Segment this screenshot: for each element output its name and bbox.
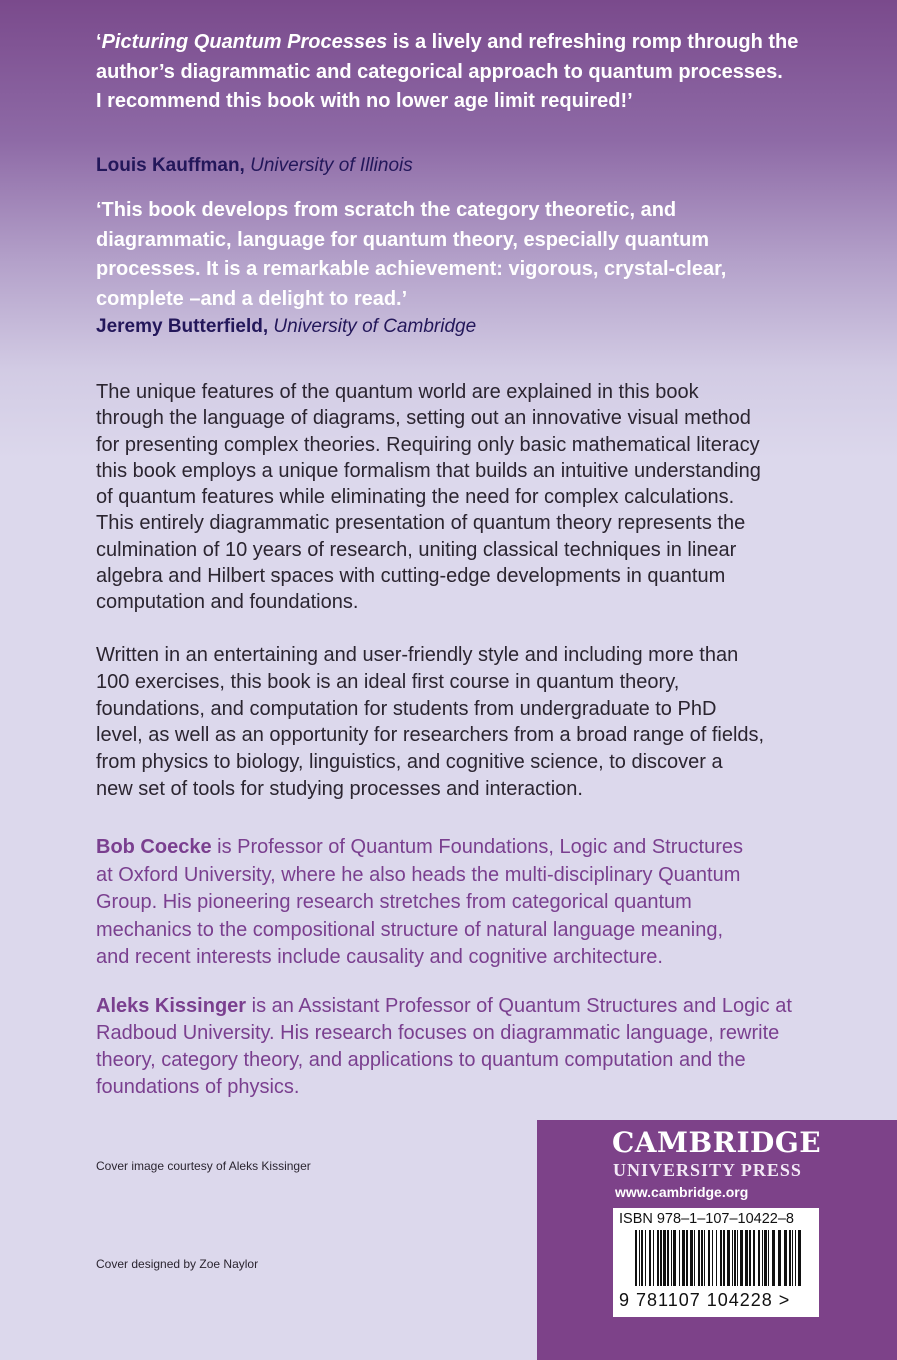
publisher-box	[537, 1120, 897, 1360]
text-line: from physics to biology, linguistics, and cognitive science, to discover a	[96, 751, 723, 774]
barcode-bar	[639, 1230, 640, 1286]
quote-line: author’s diagrammatic and categorical approach to quantum processes.	[96, 60, 783, 83]
cover-image-credit: Cover image courtesy of Aleks Kissinger	[96, 1159, 311, 1173]
barcode-bar	[727, 1230, 730, 1286]
barcode-bar	[660, 1230, 662, 1286]
quote-line: processes. It is a remarkable achievement: vigorous, crystal-clear,	[96, 258, 727, 280]
cover-design-credit: Cover designed by Zoe Naylor	[96, 1257, 259, 1271]
barcode-bar	[753, 1230, 755, 1286]
text-line: this book employs a unique formalism that builds an intuitive understanding	[96, 459, 761, 482]
publisher-logo-name: CAMBRIDGE	[612, 1126, 822, 1159]
author-bio-coecke	[96, 834, 886, 972]
text-line: This entirely diagrammatic presentation of quantum theory represents the	[96, 512, 746, 535]
barcode-bar	[694, 1230, 695, 1286]
barcode-bar	[663, 1230, 666, 1286]
barcode-bar	[758, 1230, 760, 1286]
barcode-bar	[732, 1230, 733, 1286]
barcode-bar	[772, 1230, 775, 1286]
quote-line: ‘This book develops from scratch the category theoretic, and	[96, 199, 677, 221]
barcode-bar	[792, 1230, 793, 1286]
barcode-bar	[784, 1230, 787, 1286]
barcode-bar	[671, 1230, 672, 1286]
barcode-bar	[798, 1230, 801, 1286]
text-line: of quantum features while eliminating the need for complex calculations.	[96, 486, 735, 509]
text-line: new set of tools for studying processes and interaction.	[96, 777, 583, 800]
author-bio-kissinger	[96, 993, 886, 1101]
barcode-bar	[795, 1230, 796, 1286]
text-line: foundations of physics.	[96, 1076, 300, 1098]
text-line: The unique features of the quantum world are explained in this book	[96, 381, 699, 403]
barcode-bar	[712, 1230, 713, 1286]
reviewer-name: Louis Kauffman,	[96, 154, 245, 176]
barcode-bar	[690, 1230, 693, 1286]
barcode-bar	[704, 1230, 705, 1286]
barcode-bar	[778, 1230, 781, 1286]
review-quote-1	[96, 28, 886, 179]
barcode-bar	[635, 1230, 637, 1286]
text-line: Group. His pioneering research stretches from categorical quantum	[96, 891, 692, 913]
quote-line: is a lively and refreshing romp through the	[387, 31, 799, 53]
text-line: through the language of diagrams, setting out an innovative visual method	[96, 407, 751, 430]
barcode-bar	[764, 1230, 767, 1286]
barcode-bar	[653, 1230, 654, 1286]
barcode-bar	[701, 1230, 703, 1286]
barcode-bar	[723, 1230, 725, 1286]
barcode-bar	[698, 1230, 700, 1286]
publisher-url[interactable]: www.cambridge.org	[615, 1184, 749, 1200]
text-line: level, as well as an opportunity for researchers from a broad range of fields,	[96, 724, 765, 747]
quote-line: I recommend this book with no lower age limit required!’	[96, 90, 633, 112]
text-line: at Oxford University, where he also heads the multi-disciplinary Quantum	[96, 863, 741, 886]
description-paragraph-2	[96, 642, 886, 803]
barcode-bar	[762, 1230, 763, 1286]
quote-line: ‘	[96, 31, 102, 53]
text-line: mechanics to the compositional structure of natural language meaning,	[96, 918, 724, 941]
reviewer-name: Jeremy Butterfield,	[96, 316, 269, 337]
barcode-digits: 9 781107 104228 >	[619, 1290, 791, 1310]
barcode-bar	[645, 1230, 646, 1286]
text-line: Radboud University. His research focuses on diagrammatic language, rewrite	[96, 1022, 780, 1044]
book-title: Picturing Quantum Processes	[101, 31, 388, 53]
barcode-bar	[686, 1230, 688, 1286]
barcode-bar	[745, 1230, 748, 1286]
quote-line: complete –and a delight to read.’	[96, 287, 408, 310]
quote-attribution	[96, 314, 886, 340]
quote-attribution	[96, 153, 886, 179]
barcode-bar	[737, 1230, 738, 1286]
barcode-bar	[667, 1230, 669, 1286]
reviewer-affiliation: University of Illinois	[250, 154, 413, 176]
barcode-bar	[768, 1230, 769, 1286]
author-name: Aleks Kissinger	[96, 995, 247, 1017]
author-name: Bob Coecke	[96, 836, 212, 858]
barcode	[613, 1208, 819, 1317]
barcode-bar	[679, 1230, 680, 1286]
reviewer-affiliation: University of Cambridge	[273, 316, 477, 337]
barcode-bar	[673, 1230, 676, 1286]
text-line: foundations, and computation for students from undergraduate to PhD	[96, 697, 717, 720]
barcode-bar	[708, 1230, 710, 1286]
text-line: algebra and Hilbert spaces with cutting-edge developments in quantum	[96, 565, 726, 588]
barcode-bar	[649, 1230, 651, 1286]
barcode-bar	[789, 1230, 791, 1286]
barcode-bar	[720, 1230, 722, 1286]
barcode-bar	[682, 1230, 685, 1286]
barcode-bar	[716, 1230, 717, 1286]
publisher-logo-sub: UNIVERSITY PRESS	[613, 1160, 802, 1180]
text-line: is Professor of Quantum Foundations, Logic and Structures	[211, 836, 743, 858]
text-line: culmination of 10 years of research, uniting classical techniques in linear	[96, 538, 737, 561]
text-line: 100 exercises, this book is an ideal first course in quantum theory,	[96, 670, 680, 693]
barcode-bar	[749, 1230, 751, 1286]
barcode-bar	[734, 1230, 736, 1286]
text-line: for presenting complex theories. Requiring only basic mathematical literacy	[96, 433, 760, 456]
text-line: is an Assistant Professor of Quantum Structures and Logic at	[246, 995, 792, 1017]
text-line: theory, category theory, and applications to quantum computation and the	[96, 1049, 746, 1071]
text-line: computation and foundations.	[96, 591, 359, 614]
barcode-bar	[657, 1230, 659, 1286]
review-quote-2	[96, 196, 886, 340]
barcode-bars	[635, 1230, 805, 1286]
barcode-bar	[740, 1230, 743, 1286]
quote-line: diagrammatic, language for quantum theory, especially quantum	[96, 228, 710, 251]
description-paragraph-1	[96, 379, 886, 616]
barcode-bar	[641, 1230, 643, 1286]
text-line: Written in an entertaining and user-friendly style and including more than	[96, 644, 739, 666]
isbn-label: ISBN 978–1–107–10422–8	[619, 1211, 794, 1227]
text-line: and recent interests include causality and cognitive architecture.	[96, 946, 663, 968]
